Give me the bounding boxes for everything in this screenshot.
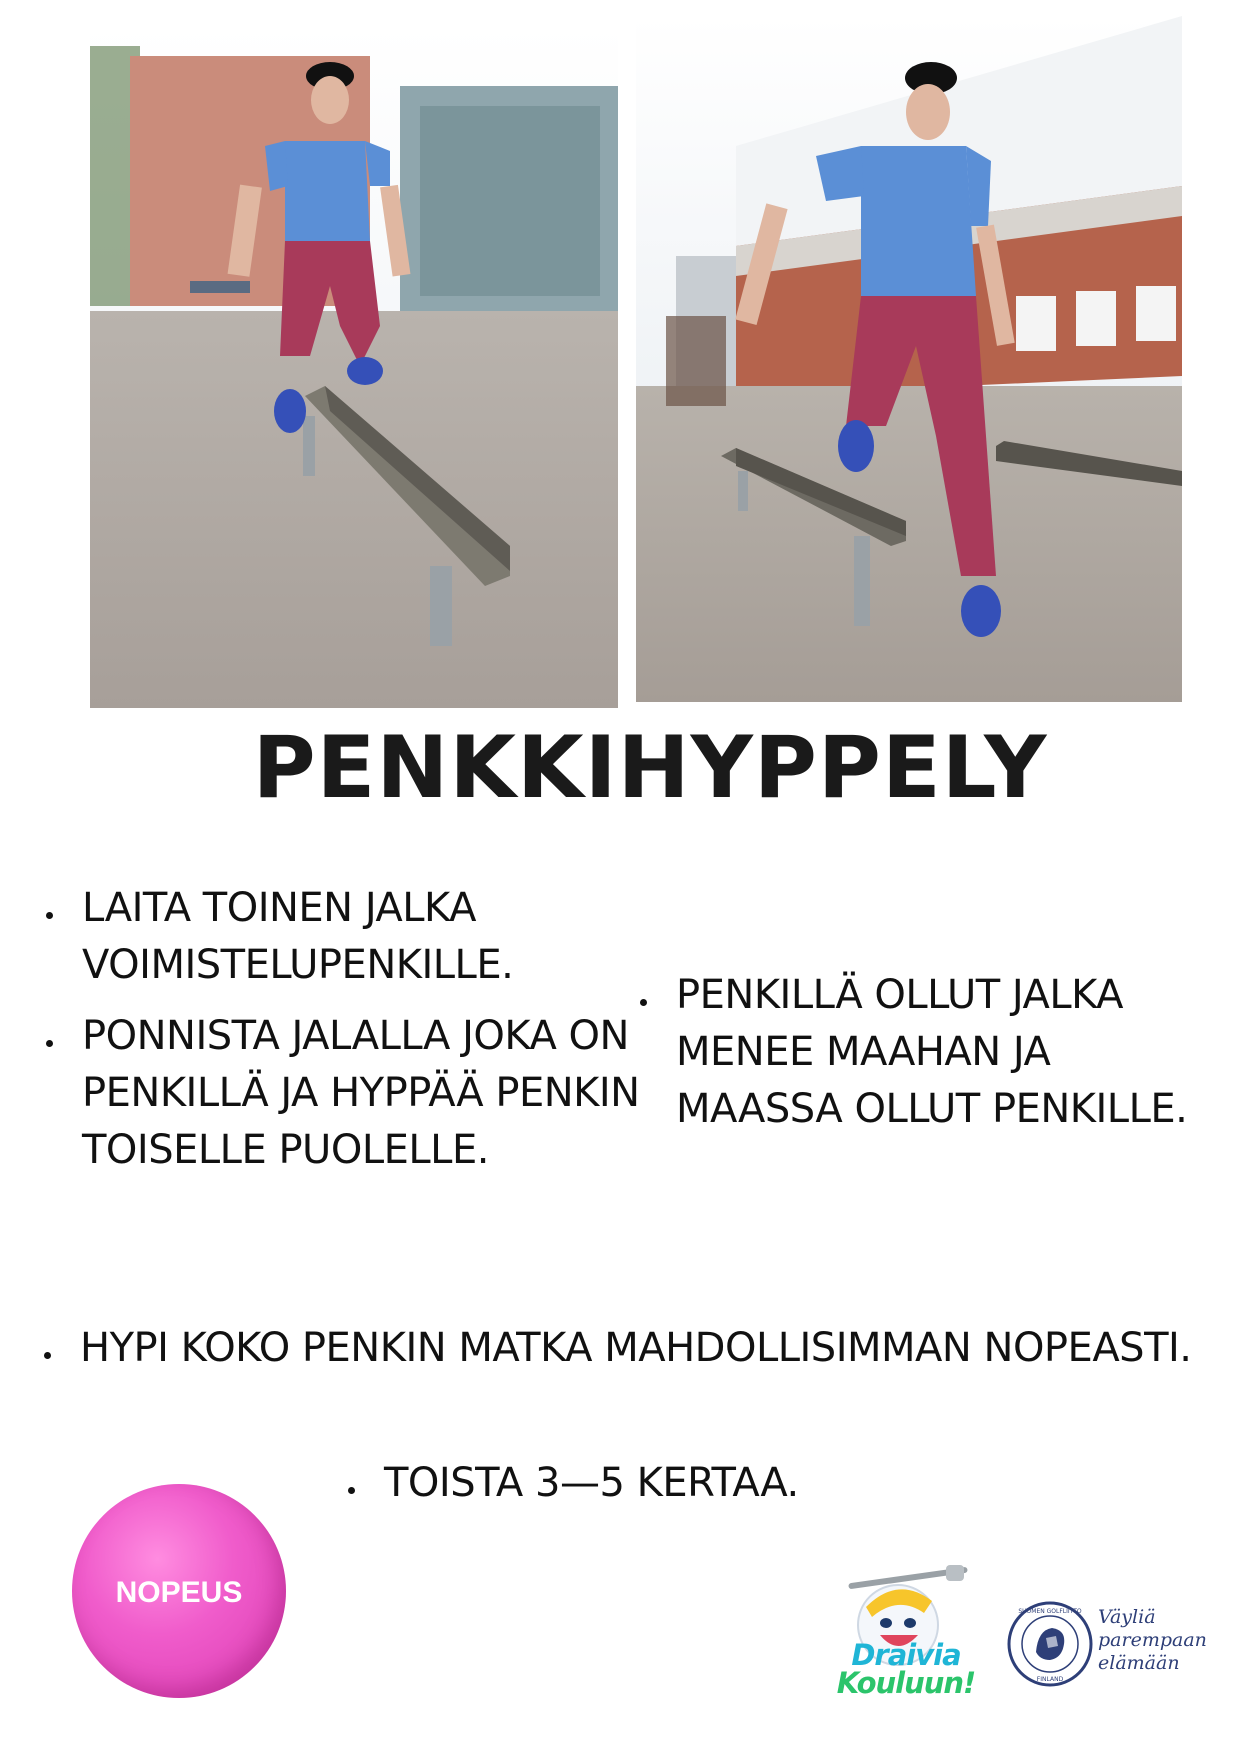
- slogan-line1: Väyliä: [1098, 1606, 1156, 1628]
- golf-federation-seal: [1006, 1600, 1094, 1688]
- photo-bench-jump-left: [90, 26, 618, 708]
- slogan-line2: parempaan: [1098, 1629, 1207, 1651]
- page-title: PENKKIHYPPELY: [252, 718, 1048, 818]
- instruction-item: HYPI KOKO PENKIN MATKA MAHDOLLISIMMAN NOPEASTI.: [80, 1320, 1220, 1377]
- instruction-item: PONNISTA JALALLA JOKA ON PENKILLÄ JA HYPPÄÄ PENKIN TOISELLE PUOLELLE.: [82, 1008, 642, 1179]
- instruction-item: PENKILLÄ OLLUT JALKA MENEE MAAHAN JA MAASSA OLLUT PENKILLE.: [676, 967, 1196, 1138]
- svg-text:SUOMEN GOLFLIITTO: SUOMEN GOLFLIITTO: [1018, 1608, 1082, 1615]
- category-ball-badge: [72, 1484, 286, 1698]
- instruction-item: LAITA TOINEN JALKA VOIMISTELUPENKILLE.: [82, 880, 642, 994]
- slogan: [1098, 1606, 1218, 1675]
- photo-bench-jump-right: [636, 16, 1182, 702]
- drive-logo-line2: Kouluun!: [836, 1666, 976, 1700]
- instructions-left-list: [82, 880, 642, 1193]
- svg-text:FINLAND: FINLAND: [1036, 1676, 1064, 1683]
- draivia-kouluun-logo: [828, 1565, 984, 1705]
- category-label: NOPEUS: [115, 1576, 243, 1609]
- instructions-right-list: [676, 967, 1196, 1152]
- drive-logo-line1: Draivia: [851, 1638, 961, 1672]
- repeat-list: [384, 1455, 1084, 1526]
- slogan-line3: elämään: [1098, 1652, 1180, 1674]
- lion-seal-icon: [1006, 1600, 1094, 1688]
- repeat-item: TOISTA 3—5 KERTAA.: [384, 1455, 1084, 1512]
- instructions-bottom-list: [80, 1320, 1220, 1391]
